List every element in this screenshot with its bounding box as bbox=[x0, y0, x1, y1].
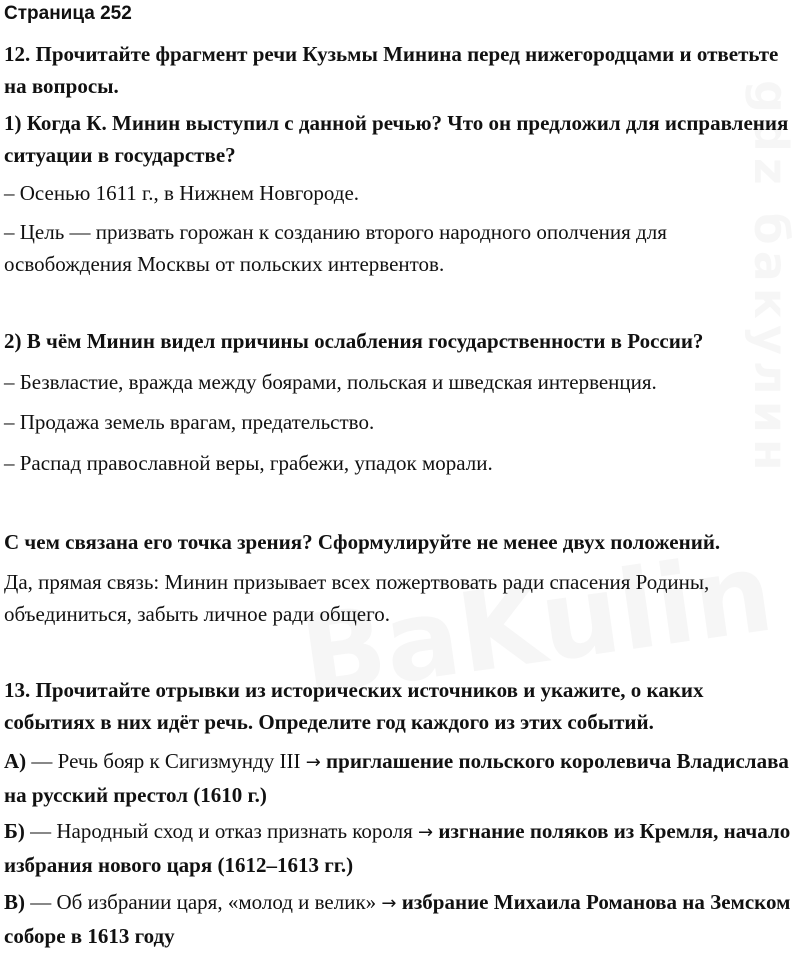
task13-item-b-label: Б) bbox=[4, 819, 25, 843]
task13-item-a-text: Речь бояр к Сигизмунду III bbox=[57, 749, 306, 773]
page-title: Страница 252 bbox=[4, 3, 132, 24]
task13-item-b-dash: — bbox=[24, 819, 57, 843]
task13-item-b-text: Народный сход и отказ признать короля bbox=[56, 819, 419, 843]
task12-q2-question: 2) В чём Минин видел причины ослабления государственности в России? bbox=[4, 329, 704, 353]
task12-q2-answer-2: – Продажа земель врагам, предательство. bbox=[4, 410, 375, 434]
task12-q1-answer-1: – Осенью 1611 г., в Нижнем Новгороде. bbox=[4, 181, 360, 205]
task13-item-c bbox=[4, 886, 794, 952]
task13-item-a-result: приглашение польского королевича Владислава на русский престол (1610 г.) bbox=[4, 749, 789, 807]
task13-item-a bbox=[4, 745, 794, 811]
task12-q2-answer-3: – Распад православной веры, грабежи, упадок морали. bbox=[4, 451, 493, 475]
task13-item-a-dash: — bbox=[26, 749, 58, 773]
task13-item-c-dash: — bbox=[25, 890, 57, 914]
arrow-right-icon: → bbox=[418, 822, 434, 843]
task12-q3-question: С чем связана его точка зрения? Сформулируйте не менее двух положений. bbox=[4, 530, 721, 554]
arrow-right-icon: → bbox=[305, 752, 321, 773]
task12-q1-answer-2: – Цель — призвать горожан к созданию второго народного ополчения для освобождения Москвы от польских интервентов. bbox=[4, 220, 667, 276]
task13-item-a-label: А) bbox=[4, 749, 27, 773]
task13-heading: 13. Прочитайте отрывки из исторических источников и укажите, о каких событиях в них идёт речь. Определите год каждого из этих событий. bbox=[4, 678, 704, 734]
arrow-right-icon: → bbox=[381, 893, 397, 914]
task12-heading: 12. Прочитайте фрагмент речи Кузьмы Минина перед нижегородцами и ответьте на вопросы. bbox=[4, 42, 779, 98]
task12-q1-question: 1) Когда К. Минин выступил с данной речью? Что он предложил для исправления ситуации в государстве? bbox=[4, 111, 789, 167]
task13-item-c-label: В) bbox=[4, 890, 25, 914]
task12-q3-answer: Да, прямая связь: Минин призывает всех пожертвовать ради спасения Родины, объединиться, забыть личное ради общего. bbox=[4, 570, 710, 626]
task13-item-c-result: избрание Михаила Романова на Земском соборе в 1613 году bbox=[4, 890, 791, 948]
task13-item-b bbox=[4, 815, 794, 881]
task13-item-c-text: Об избрании царя, «молод и велик» bbox=[56, 890, 382, 914]
task12-q2-answer-1: – Безвластие, вражда между боярами, польская и шведская интервенция. bbox=[4, 370, 657, 394]
task13-item-b-result: изгнание поляков из Кремля, начало избрания нового царя (1612–1613 гг.) bbox=[4, 819, 791, 877]
